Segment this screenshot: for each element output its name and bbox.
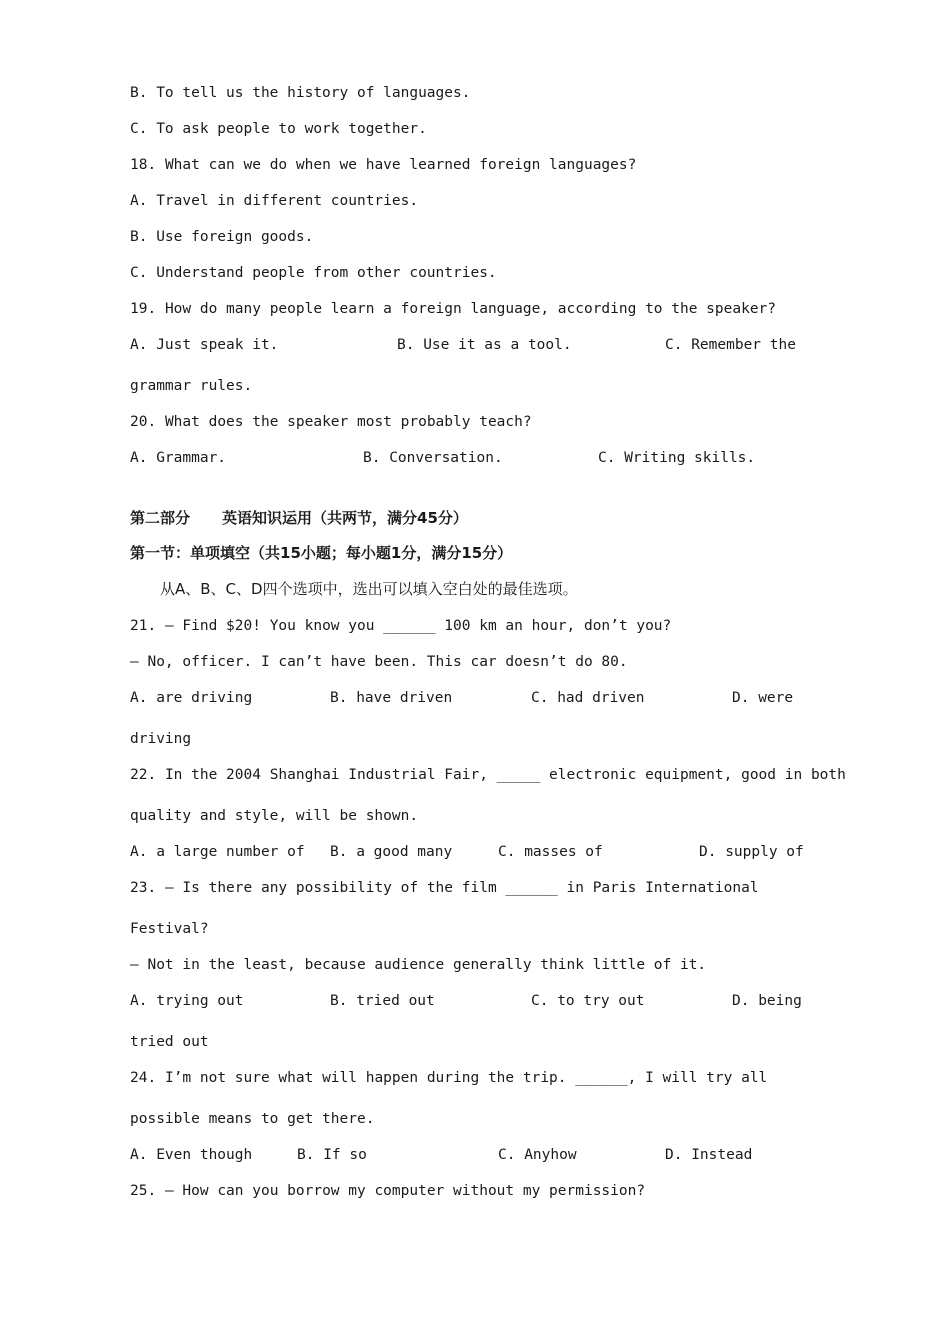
option-c: C. had driven (531, 690, 645, 706)
question-22 (130, 765, 846, 785)
question-number: 25. (130, 1183, 157, 1199)
question-text: In the 2004 Shanghai Industrial Fair, _____ electronic equipment, good in both (164, 767, 846, 783)
instruction: 从A、B、C、D四个选项中，选出可以填入空白处的最佳选项。 (160, 580, 578, 598)
option-d: D. supply of (699, 844, 804, 860)
question-number: 19. (130, 301, 157, 317)
question-text: — Is there any possibility of the film ______ in Paris International (164, 880, 759, 896)
question-number: 18. (130, 157, 157, 173)
option-c: C. Writing skills. (598, 450, 756, 466)
option-line: C. Understand people from other countries. (130, 265, 497, 281)
question-text: I’m not sure what will happen during the trip. ______, I will try all (164, 1070, 768, 1086)
option-d: D. being (732, 993, 802, 1009)
part-heading (130, 508, 468, 528)
option-a: A. trying out (130, 993, 244, 1009)
option-line: C. To ask people to work together. (130, 121, 427, 137)
question-number: 21. (130, 618, 157, 634)
part-subtitle: 英语知识运用（共两节，满分45分） (222, 509, 468, 527)
option-a: A. a large number of (130, 844, 305, 860)
option-line: B. Use foreign goods. (130, 229, 314, 245)
question-23 (130, 878, 759, 898)
question-18 (130, 155, 636, 175)
question-21 (130, 616, 671, 636)
option-b: B. have driven (330, 690, 453, 706)
question-20 (130, 412, 532, 432)
section-heading: 第一节：单项填空（共15小题；每小题1分，满分15分） (130, 544, 513, 562)
option-a: A. Even though (130, 1147, 253, 1163)
option-b: B. If so (297, 1147, 367, 1163)
question-text: — Not in the least, because audience generally think little of it. (130, 957, 707, 973)
question-text: — How can you borrow my computer without my permission? (164, 1183, 646, 1199)
option-c: C. Anyhow (498, 1147, 577, 1163)
option-b: B. Use it as a tool. (397, 337, 572, 353)
question-number: 23. (130, 880, 157, 896)
option-a: A. Grammar. (130, 450, 227, 466)
question-text: possible means to get there. (130, 1111, 375, 1127)
question-text: quality and style, will be shown. (130, 808, 419, 824)
question-text: What can we do when we have learned foreign languages? (164, 157, 637, 173)
option-a: A. Just speak it. (130, 337, 279, 353)
question-25 (130, 1181, 645, 1201)
option-a: A. are driving (130, 690, 253, 706)
option-continuation: tried out (130, 1034, 209, 1050)
option-line: A. Travel in different countries. (130, 193, 419, 209)
option-d: D. were (732, 690, 794, 706)
question-text: — No, officer. I can’t have been. This car doesn’t do 80. (130, 654, 628, 670)
option-c: C. Remember the (665, 337, 796, 353)
question-number: 22. (130, 767, 157, 783)
part-title: 第二部分 (130, 509, 191, 527)
question-number: 24. (130, 1070, 157, 1086)
option-line: B. To tell us the history of languages. (130, 85, 471, 101)
option-c: C. masses of (498, 844, 603, 860)
question-19 (130, 299, 776, 319)
option-b: B. tried out (330, 993, 435, 1009)
question-text: How do many people learn a foreign language, according to the speaker? (164, 301, 777, 317)
option-continuation: grammar rules. (130, 378, 253, 394)
question-text: Festival? (130, 921, 209, 937)
option-b: B. a good many (330, 844, 453, 860)
option-b: B. Conversation. (363, 450, 503, 466)
question-24 (130, 1068, 767, 1088)
option-continuation: driving (130, 731, 192, 747)
question-text: — Find $20! You know you ______ 100 km an hour, don’t you? (164, 618, 672, 634)
option-d: D. Instead (665, 1147, 753, 1163)
question-number: 20. (130, 414, 157, 430)
option-c: C. to try out (531, 993, 645, 1009)
question-text: What does the speaker most probably teach? (164, 414, 532, 430)
